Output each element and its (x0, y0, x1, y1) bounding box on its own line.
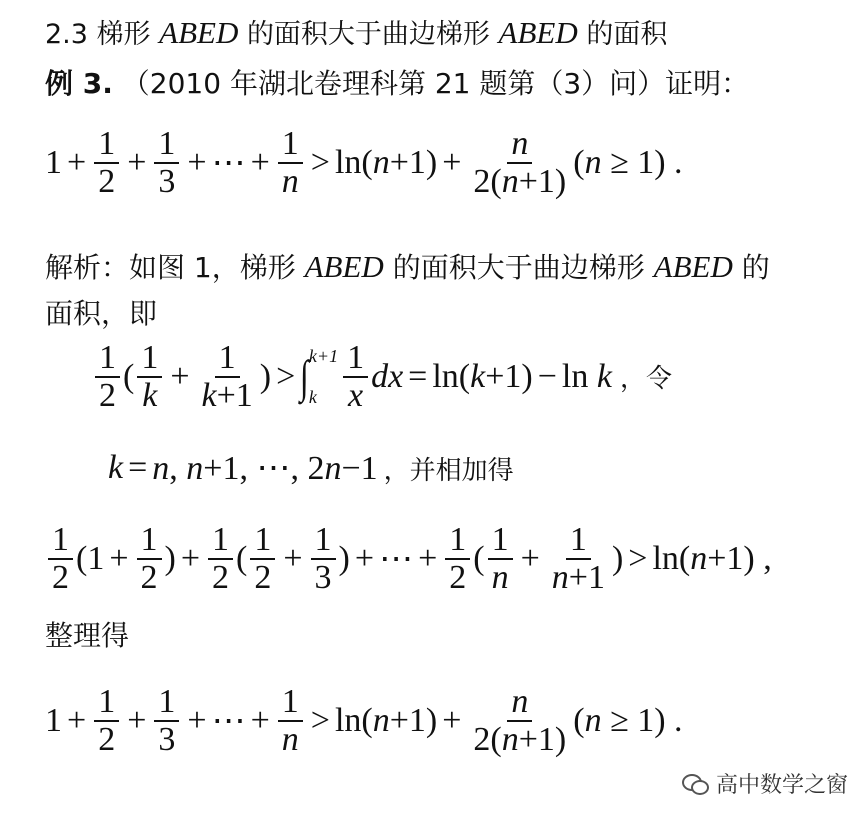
integral-inequality: $\frac{1}{2}$ ( $\frac{1}{k}$ + $\frac{1}{k+1}$ ) > ∫ k+1 k $\frac{1}{x}$ dx = ln(k+1) − ln k ，令 (92, 340, 672, 413)
analysis-line-2: 面积，即 (45, 297, 158, 330)
k-range: k = n, n+1, ⋯, 2n−1 ，并相加得 (108, 449, 514, 487)
inequality-statement: 1 + $\frac{1}{2}$ + $\frac{1}{3}$ + ⋯ + $\frac{1}{n}$ > ln(n+1) + $\frac{n}{2(n+1)}$ (n ≥ 1) . (45, 125, 683, 200)
example-title: 例 3. （2010 年湖北卷理科第 21 题第（3）问）证明： (45, 67, 750, 100)
analysis-line-1: 解析：如图 1，梯形 ABED 的面积大于曲边梯形 ABED 的 (45, 249, 770, 284)
section-heading: 2.3 梯形 ABED 的面积大于曲边梯形 ABED 的面积 (45, 15, 668, 50)
final-inequality: 1 + $\frac{1}{2}$ + $\frac{1}{3}$ + ⋯ + $\frac{1}{n}$ > ln(n+1) + $\frac{n}{2(n+1)}$ (n ≥ 1) . (45, 683, 683, 758)
wechat-icon (682, 774, 708, 794)
zhengli-text: 整理得 (45, 619, 130, 652)
watermark: 高中数学之窗 (682, 768, 848, 799)
sum-inequality: $\frac{1}{2}$ (1 + $\frac{1}{2}$ ) + $\frac{1}{2}$ ( $\frac{1}{2}$ + $\frac{1}{3}$ ) + ⋯ + $\frac{1}{2}$ ( $\frac{1}{n}$ + $\frac{1}{n+1}$ ) > ln(n+1) , (45, 522, 772, 595)
